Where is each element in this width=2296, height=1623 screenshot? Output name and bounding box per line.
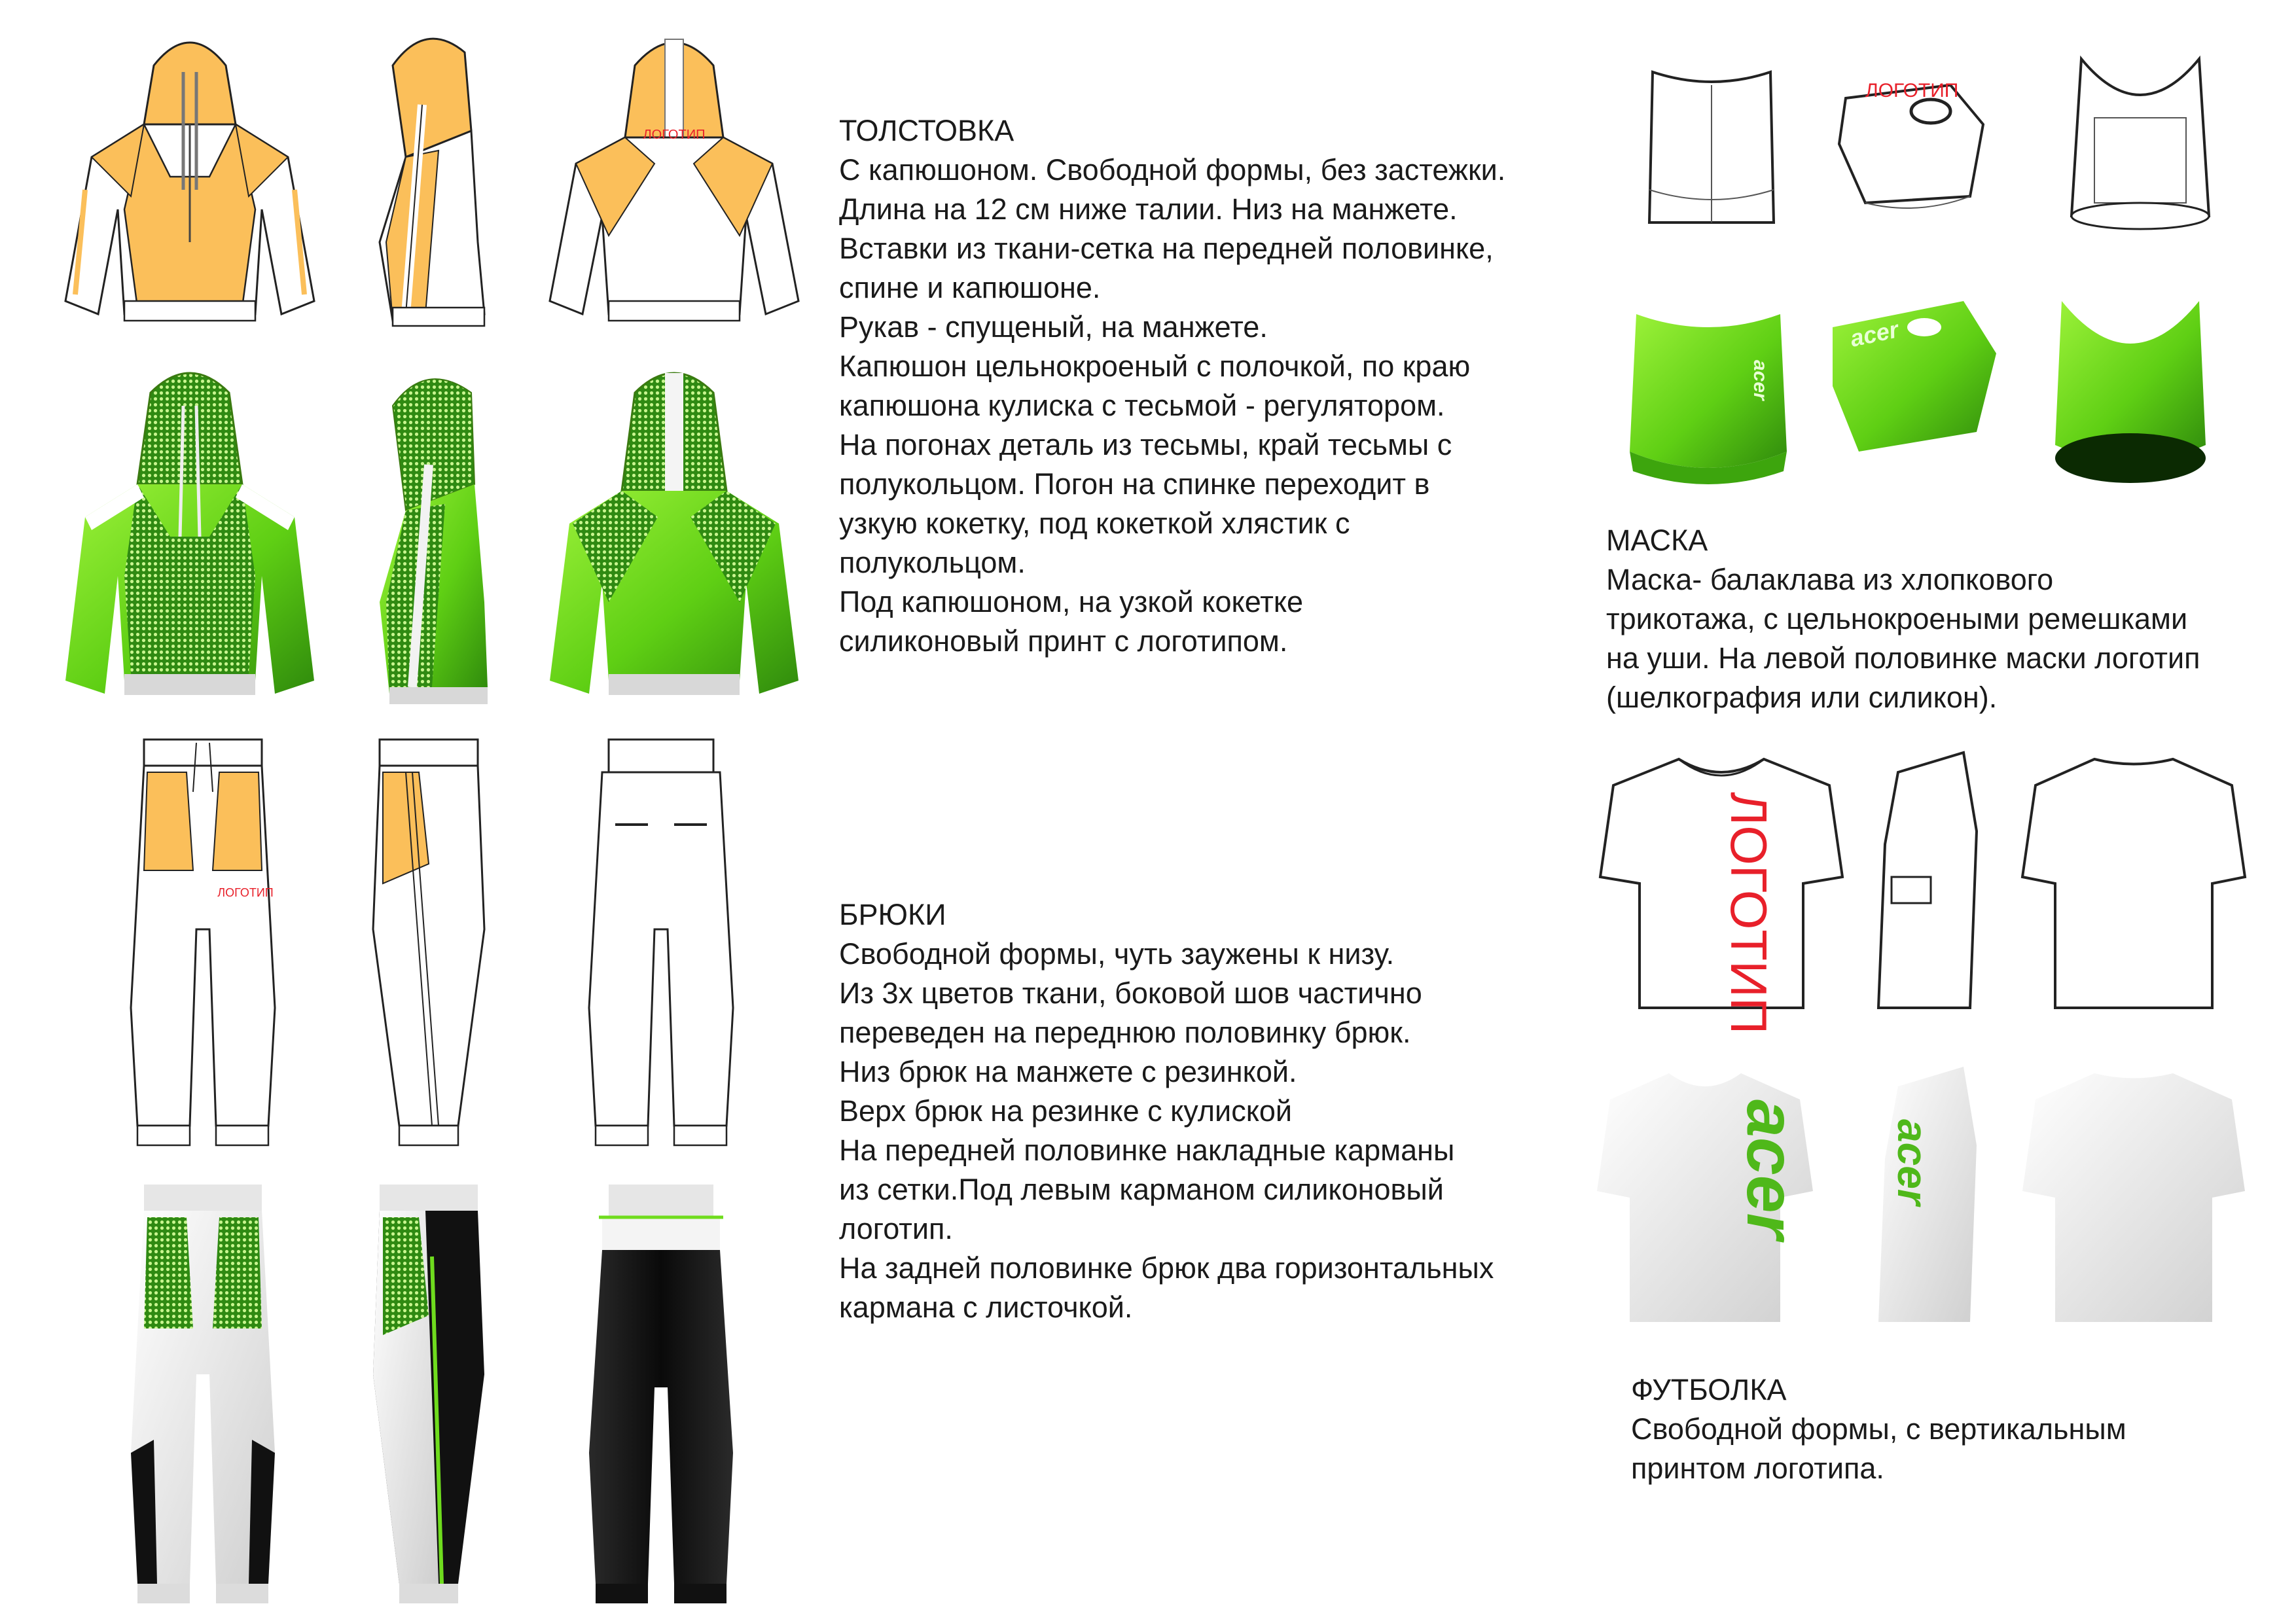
mask-line: на уши. На левой половинке маски логотип	[1606, 641, 2200, 675]
pants-line: кармана с листочкой.	[839, 1291, 1133, 1324]
pants-line: Свободной формы, чуть заужены к низу.	[839, 937, 1395, 971]
hoodie-sketch-front	[52, 26, 327, 340]
hoodie-line: полукольцом. Погон на спинке переходит в	[839, 467, 1430, 501]
tshirt-description	[1631, 1370, 2126, 1488]
mask-side-logo-label: ЛОГОТИП	[1865, 80, 1959, 101]
tshirt-title: ФУТБОЛКА	[1631, 1373, 1787, 1406]
tshirt-render-side	[1872, 1060, 1983, 1335]
tshirt-sketch-back	[2022, 746, 2245, 1021]
hoodie-render-side	[367, 366, 497, 707]
hoodie-line: Вставки из ткани-сетка на передней половинке,	[839, 232, 1494, 265]
tshirt-side-brand: acer	[1889, 1119, 1936, 1205]
mask-front-brand: acer	[1749, 360, 1771, 401]
hoodie-line: полукольцом.	[839, 546, 1026, 579]
hoodie-line: спине и капюшоне.	[839, 271, 1101, 304]
mask-sketch-front	[1640, 59, 1784, 236]
hoodie-sketch-side	[367, 26, 497, 340]
mask-title: МАСКА	[1606, 524, 1708, 557]
pants-line: из сетки.Под левым карманом силиконовый	[839, 1173, 1444, 1206]
pants-line: переведен на переднюю половинку брюк.	[839, 1016, 1411, 1049]
tshirt-line: Свободной формы, с вертикальным	[1631, 1412, 2126, 1446]
pants-sketch-back	[576, 733, 746, 1152]
hoodie-line: Длина на 12 см ниже талии. Низ на манжете.	[839, 192, 1458, 226]
hoodie-render-back	[537, 366, 812, 707]
pants-title: БРЮКИ	[839, 898, 946, 931]
pants-front-logo-label: ЛОГОТИП	[217, 886, 274, 899]
hoodie-line: На погонах деталь из тесьмы, край тесьмы с	[839, 428, 1452, 461]
mask-side-brand: acer	[1848, 315, 1901, 352]
mask-render-back	[2049, 294, 2212, 491]
tshirt-line: принтом логотипа.	[1631, 1452, 1884, 1485]
mask-line: Маска- балаклава из хлопкового	[1606, 563, 2054, 596]
mask-render-front	[1623, 301, 1793, 491]
pants-line: Из 3х цветов ткани, боковой шов частично	[839, 976, 1422, 1010]
hoodie-line: С капюшоном. Свободной формы, без застежки.	[839, 153, 1506, 187]
pants-render-front	[118, 1178, 288, 1610]
hoodie-render-front	[52, 366, 327, 707]
hoodie-line: Рукав - спущеный, на манжете.	[839, 310, 1268, 344]
mask-description	[1606, 521, 2200, 717]
hoodie-sketch-back	[537, 26, 812, 340]
mask-sketch-side	[1820, 46, 2009, 236]
hoodie-description	[839, 111, 1505, 661]
mask-line: трикотажа, с цельнокроеными ремешками	[1606, 602, 2188, 635]
pants-line: Верх брюк на резинке с кулиской	[839, 1094, 1293, 1128]
hoodie-line: Под капюшоном, на узкой кокетке	[839, 585, 1304, 618]
pants-line: Низ брюк на манжете с резинкой.	[839, 1055, 1297, 1088]
hoodie-line: капюшона кулиска с тесьмой - регулятором.	[839, 389, 1445, 422]
tshirt-render-back	[2022, 1060, 2245, 1335]
hoodie-title: ТОЛСТОВКА	[839, 114, 1014, 147]
tshirt-render-front	[1597, 1060, 1813, 1335]
tshirt-front-logo-label: ЛОГОТИП	[1720, 792, 1778, 1035]
tshirt-sketch-front	[1600, 746, 1842, 1035]
hoodie-back-logo-label: ЛОГОТИП	[643, 128, 706, 142]
pants-sketch-side	[367, 733, 497, 1152]
pants-sketch-front	[118, 733, 288, 1152]
pants-render-back	[576, 1178, 746, 1610]
pants-render-side	[367, 1178, 497, 1610]
mask-render-side	[1820, 288, 2009, 471]
pants-line: На передней половинке накладные карманы	[839, 1133, 1455, 1167]
pants-line: На задней половинке брюк два горизонтальных	[839, 1251, 1494, 1285]
tshirt-sketch-side	[1872, 746, 1983, 1021]
mask-line: (шелкография или силикон).	[1606, 681, 1998, 714]
hoodie-line: силиконовый принт с логотипом.	[839, 624, 1288, 658]
pants-line: логотип.	[839, 1212, 953, 1245]
tshirt-front-brand: acer	[1732, 1099, 1808, 1240]
hoodie-line: узкую кокетку, под кокеткой хлястик с	[839, 507, 1350, 540]
mask-sketch-back	[2062, 52, 2219, 236]
pants-description	[839, 895, 1494, 1327]
hoodie-line: Капюшон цельнокроеный с полочкой, по краю	[839, 349, 1471, 383]
